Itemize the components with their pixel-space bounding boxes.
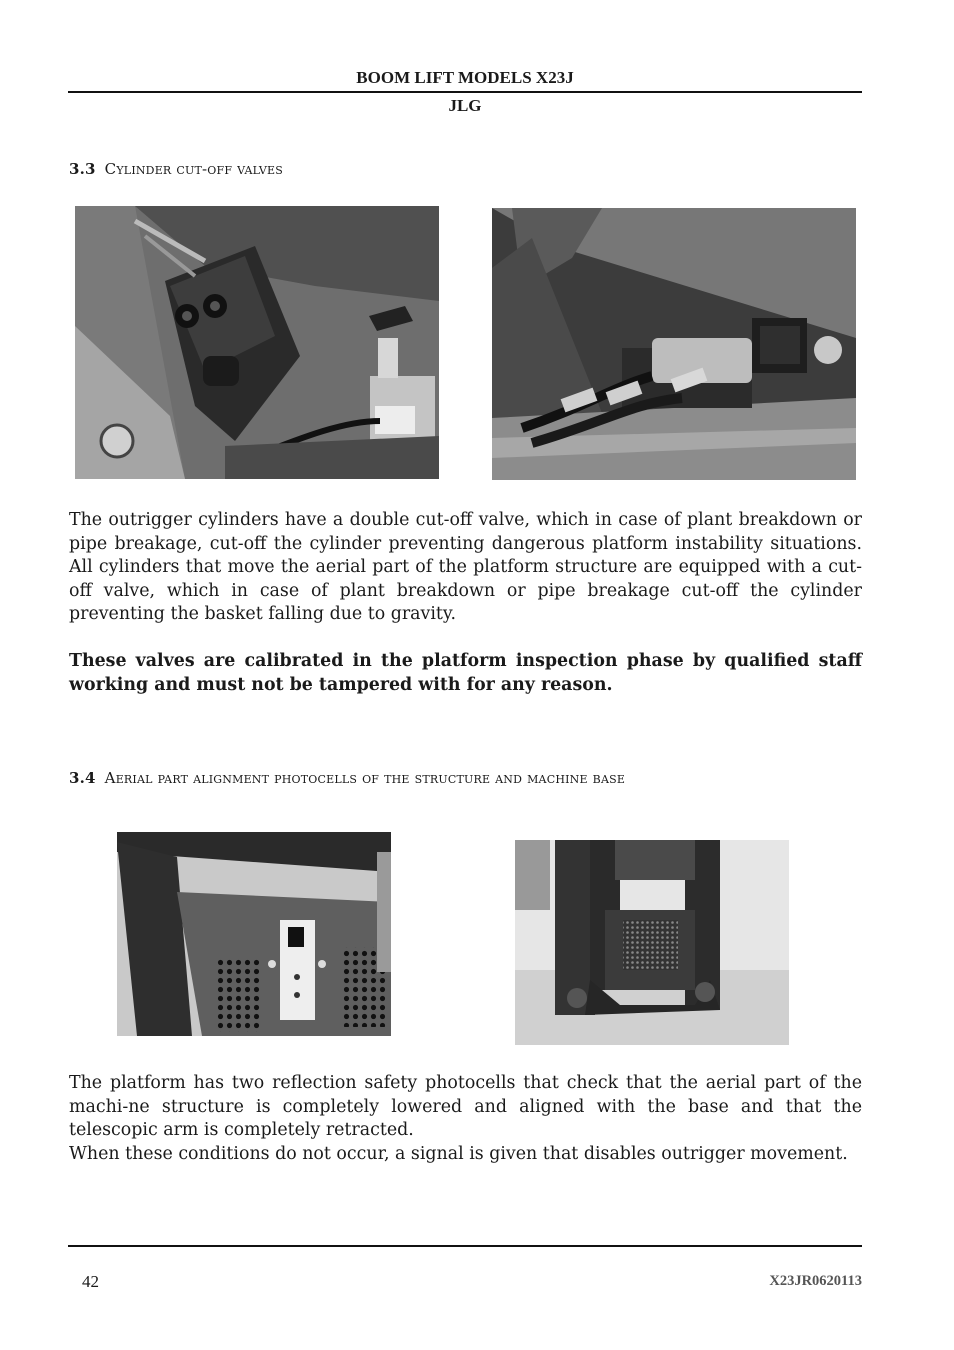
section-number: 3.3 [69,160,96,178]
section-3-3-warning: These valves are calibrated in the platform inspection phase by qualified staff working and must not be tampered with for any reason. [69,651,862,695]
section-title: Aerial part alignment photocells of the structure and machine base [104,769,626,787]
document-code: X23JR0620113 [769,1273,862,1289]
section-3-3-paragraph: The outrigger cylinders have a double cut-off valve, which in case of plant breakdown or pipe breakage, cut-off the cylinder preventing dangerous platform instability situations. All cylinders that move the aerial part of the platform structure are equipped with a cut-off valve, which in case of plant breakdown or pipe breakage cut-off the cylinder preventing the basket falling due to gravity. [69,510,862,624]
photo-photocell-structure [117,832,391,1036]
section-number: 3.4 [69,769,96,787]
header-rule [68,91,862,93]
document-header-title: BOOM LIFT MODELS X23J [356,68,574,87]
page-number: 42 [82,1272,99,1291]
photo-photocell-base [515,840,789,1045]
section-heading-3-3 [69,160,283,178]
section-heading-3-4 [69,769,625,787]
section-3-4-paragraph-2: When these conditions do not occur, a signal is given that disables outrigger movement. [69,1144,848,1164]
section-title: Cylinder cut-off valves [104,160,283,178]
footer-rule [68,1245,862,1247]
photo-cylinder-valve-hoses [492,208,856,480]
document-header-subtitle: JLG [448,96,482,115]
section-3-4-paragraph-1: The platform has two reflection safety photocells that check that the aerial part of the machi-ne structure is completely lowered and aligned with the base and that the telescopic arm is completely retracted. [69,1073,862,1140]
photo-cylinder-valve-block [75,206,439,479]
